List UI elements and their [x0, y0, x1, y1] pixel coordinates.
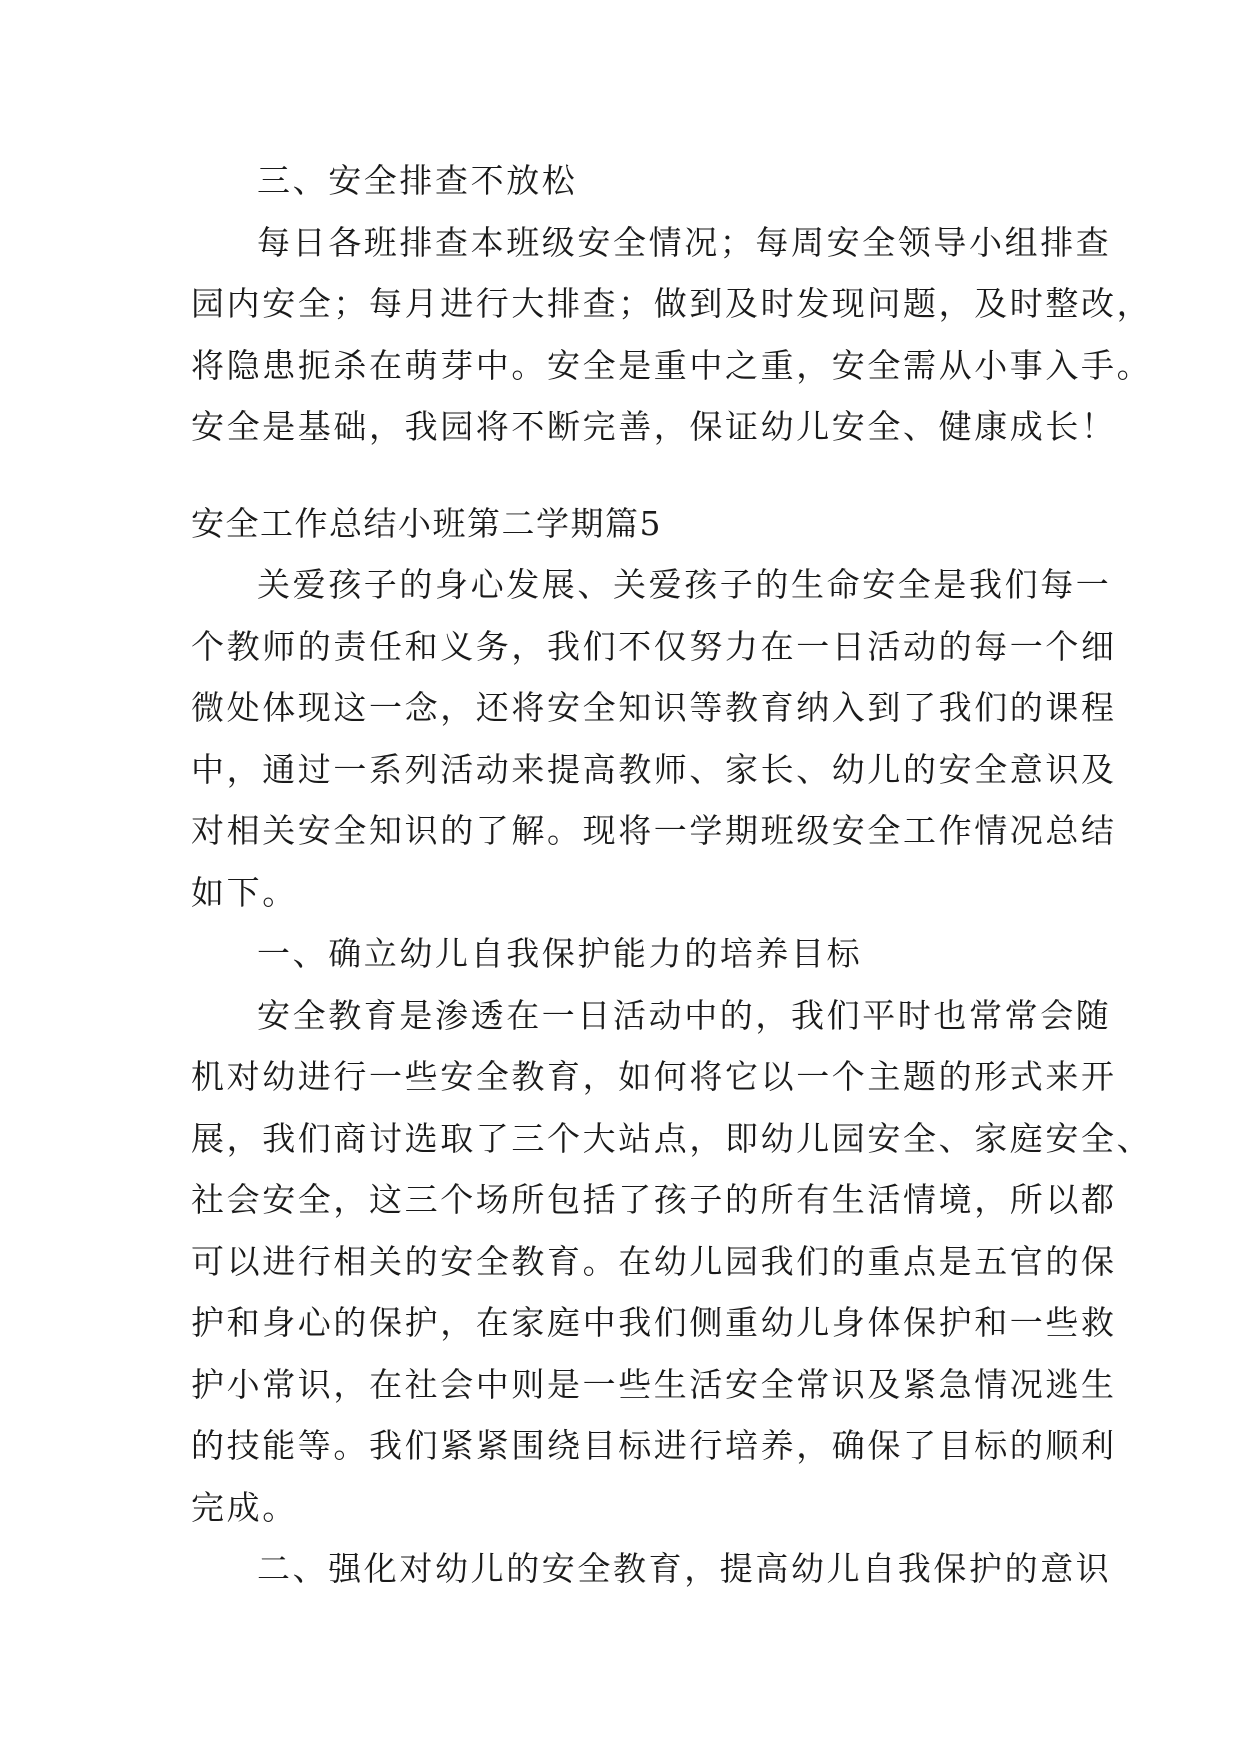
section-heading: 一、确立幼儿自我保护能力的培养目标 [257, 934, 863, 973]
paragraph-line: 园内安全；每月进行大排查；做到及时发现问题，及时整改， [191, 284, 1153, 323]
paragraph-line: 可以进行相关的安全教育。在幼儿园我们的重点是五官的保 [191, 1241, 1117, 1281]
paragraph-line: 护小常识，在社会中则是一些生活安全常识及紧急情况逃生 [191, 1364, 1117, 1404]
paragraph-line: 每日各班排查本班级安全情况；每周安全领导小组排查 [257, 222, 1112, 262]
paragraph-line: 完成。 [191, 1487, 298, 1527]
paragraph-line: 展，我们商讨选取了三个大站点，即幼儿园安全、家庭安全、 [191, 1118, 1153, 1158]
section-heading: 二、强化对幼儿的安全教育，提高幼儿自我保护的意识 [257, 1549, 1112, 1588]
paragraph-line: 社会安全，这三个场所包括了孩子的所有生活情境，所以都 [191, 1180, 1117, 1219]
paragraph-line: 的技能等。我们紧紧围绕目标进行培养，确保了目标的顺利 [191, 1426, 1117, 1465]
paragraph-line: 个教师的责任和义务，我们不仅努力在一日活动的每一个细 [191, 626, 1117, 666]
paragraph-line: 如下。 [191, 872, 298, 912]
paragraph-line: 护和身心的保护，在家庭中我们侧重幼儿身体保护和一些救 [191, 1303, 1117, 1342]
paragraph-line: 将隐患扼杀在萌芽中。安全是重中之重，安全需从小事入手。 [191, 345, 1153, 385]
section-heading: 三、安全排查不放松 [257, 161, 578, 200]
document-page [191, 150, 1153, 1600]
paragraph-line: 中，通过一系列活动来提高教师、家长、幼儿的安全意识及 [191, 749, 1117, 789]
paragraph-line: 微处体现这一念，还将安全知识等教育纳入到了我们的课程 [191, 688, 1117, 727]
article-title: 安全工作总结小班第二学期篇5 [191, 503, 662, 543]
paragraph-line: 机对幼进行一些安全教育，如何将它以一个主题的形式来开 [191, 1057, 1117, 1096]
paragraph-line: 对相关安全知识的了解。现将一学期班级安全工作情况总结 [191, 811, 1117, 850]
paragraph-line: 安全教育是渗透在一日活动中的，我们平时也常常会随 [257, 995, 1112, 1035]
paragraph-line: 安全是基础，我园将不断完善，保证幼儿安全、健康成长！ [191, 407, 1117, 446]
paragraph-line: 关爱孩子的身心发展、关爱孩子的生命安全是我们每一 [257, 565, 1112, 604]
